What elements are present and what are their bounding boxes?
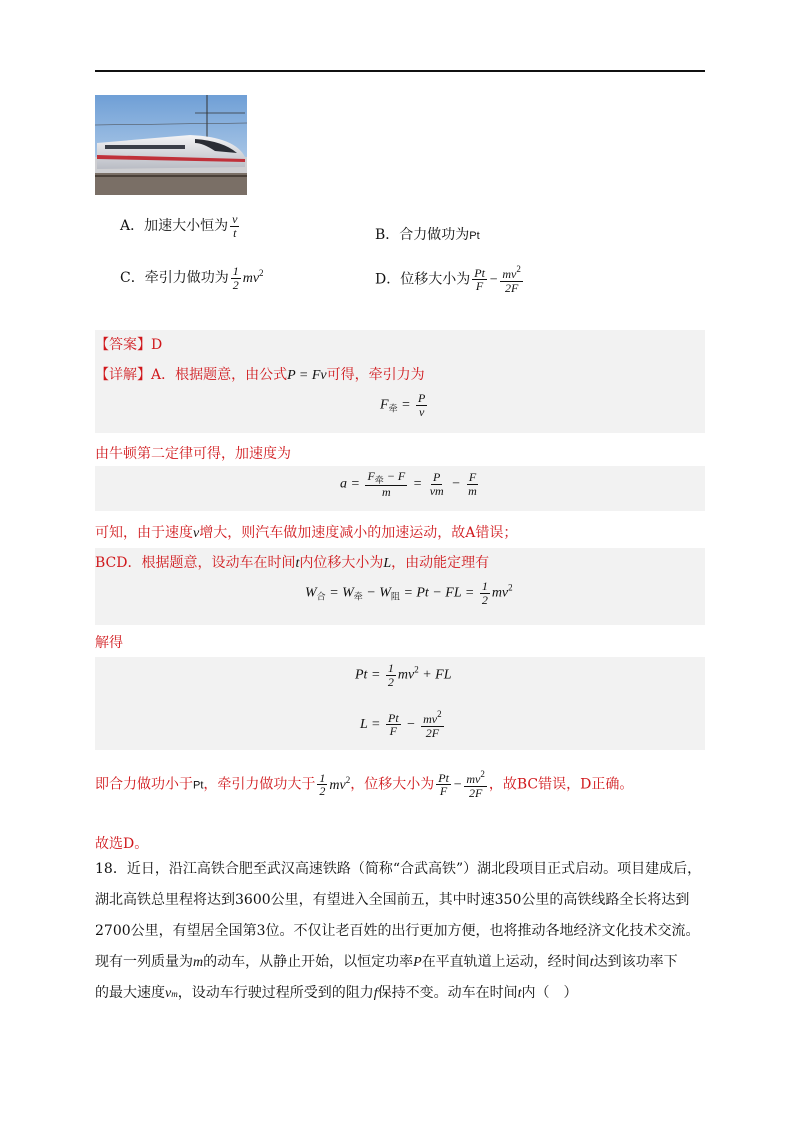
equation-acceleration: a = $\frac{F_牵 - F}{m}$ = $\frac{P}{vm}$ − $\frac{F}{m}$ — [340, 469, 477, 500]
final-line: 即合力做功小于Pt，牵引力做功大于 $\frac{1}{2}$ $mv^2$，位移大小为 $\frac{Pt}{F}$ − $\frac{mv^2}{2F}$ ，故BC错误，D正确。 — [95, 769, 634, 800]
explanation-line-1: 【详解】A．根据题意，由公式P = Fv可得，牵引力为 — [95, 367, 425, 383]
header-rule — [95, 70, 705, 72]
answer-value: D — [151, 337, 163, 353]
option-c: C．牵引力做功为 $\frac{1}{2}$ $mv^2$ — [120, 264, 264, 292]
option-b-value: Pt — [469, 230, 480, 242]
q18-line-1: 18．近日，沿江高铁合肥至武汉高速铁路（简称“合武高铁”）湖北段项目正式启动。项目建成后， — [95, 861, 702, 877]
answer-tag: 【答案】 — [95, 337, 151, 353]
bcd-line: BCD．根据题意，设动车在时间t内位移大小为L，由动能定理有 — [95, 555, 490, 571]
q18-line-5: 的最大速度vm，设动车行驶过程所受到的阻力f保持不变。动车在时间t内（ ） — [95, 985, 578, 1001]
equation-l: L = $\frac{Pt}{F}$ − $\frac{mv^2}{2F}$ — [360, 709, 442, 740]
option-c-label: C．牵引力做功为 — [120, 270, 229, 287]
option-a — [120, 213, 241, 239]
q18-line-2: 湖北高铁总里程将达到3600公里，有望进入全国前五，其中时速350公里的高铁线路全长将达到 — [95, 892, 690, 908]
equation-energy: $W_合 = W_牵 - W_阻 = Pt$ − FL = $\frac{1}{2}$ $mv^2$ — [305, 579, 513, 607]
solve-line: 解得 — [95, 635, 123, 651]
option-a-fraction: $\frac{v}{t}$ — [232, 212, 238, 240]
q18-line-3: 2700公里，有望居全国第3位。不仅让老百姓的出行更加方便，也将推动各地经济文化技术交流。 — [95, 923, 700, 939]
equation-pt: Pt = $\frac{1}{2}$ $mv^2$ + FL — [355, 661, 452, 689]
choose-line: 故选D。 — [95, 836, 149, 852]
option-d-label: D．位移大小为 — [375, 271, 471, 288]
option-a-label: A．加速大小恒为 — [120, 218, 229, 235]
q18-line-4: 现有一列质量为m的动车，从静止开始，以恒定功率P在平直轨道上运动，经时间t达到该功率下 — [95, 954, 678, 970]
option-d: D．位移大小为 $\frac{Pt}{F}$ − $\frac{mv^2}{2F}$ — [375, 264, 521, 295]
formula-p-fv: P = Fv — [287, 368, 327, 383]
option-b — [375, 224, 480, 244]
newton-line: 由牛顿第二定律可得，加速度为 — [95, 446, 291, 462]
conclusion-a-line: 可知，由于速度v增大，则汽车做加速度减小的加速运动，故A错误； — [95, 525, 518, 541]
train-photo — [95, 95, 247, 195]
option-b-label: B．合力做功为 — [375, 227, 470, 243]
answer-line — [95, 334, 162, 354]
explanation-tag: 【详解】 — [95, 367, 151, 383]
question-18 — [95, 854, 715, 1010]
equation-traction: $F_牵$ = $\frac{P}{v}$ — [380, 391, 426, 419]
